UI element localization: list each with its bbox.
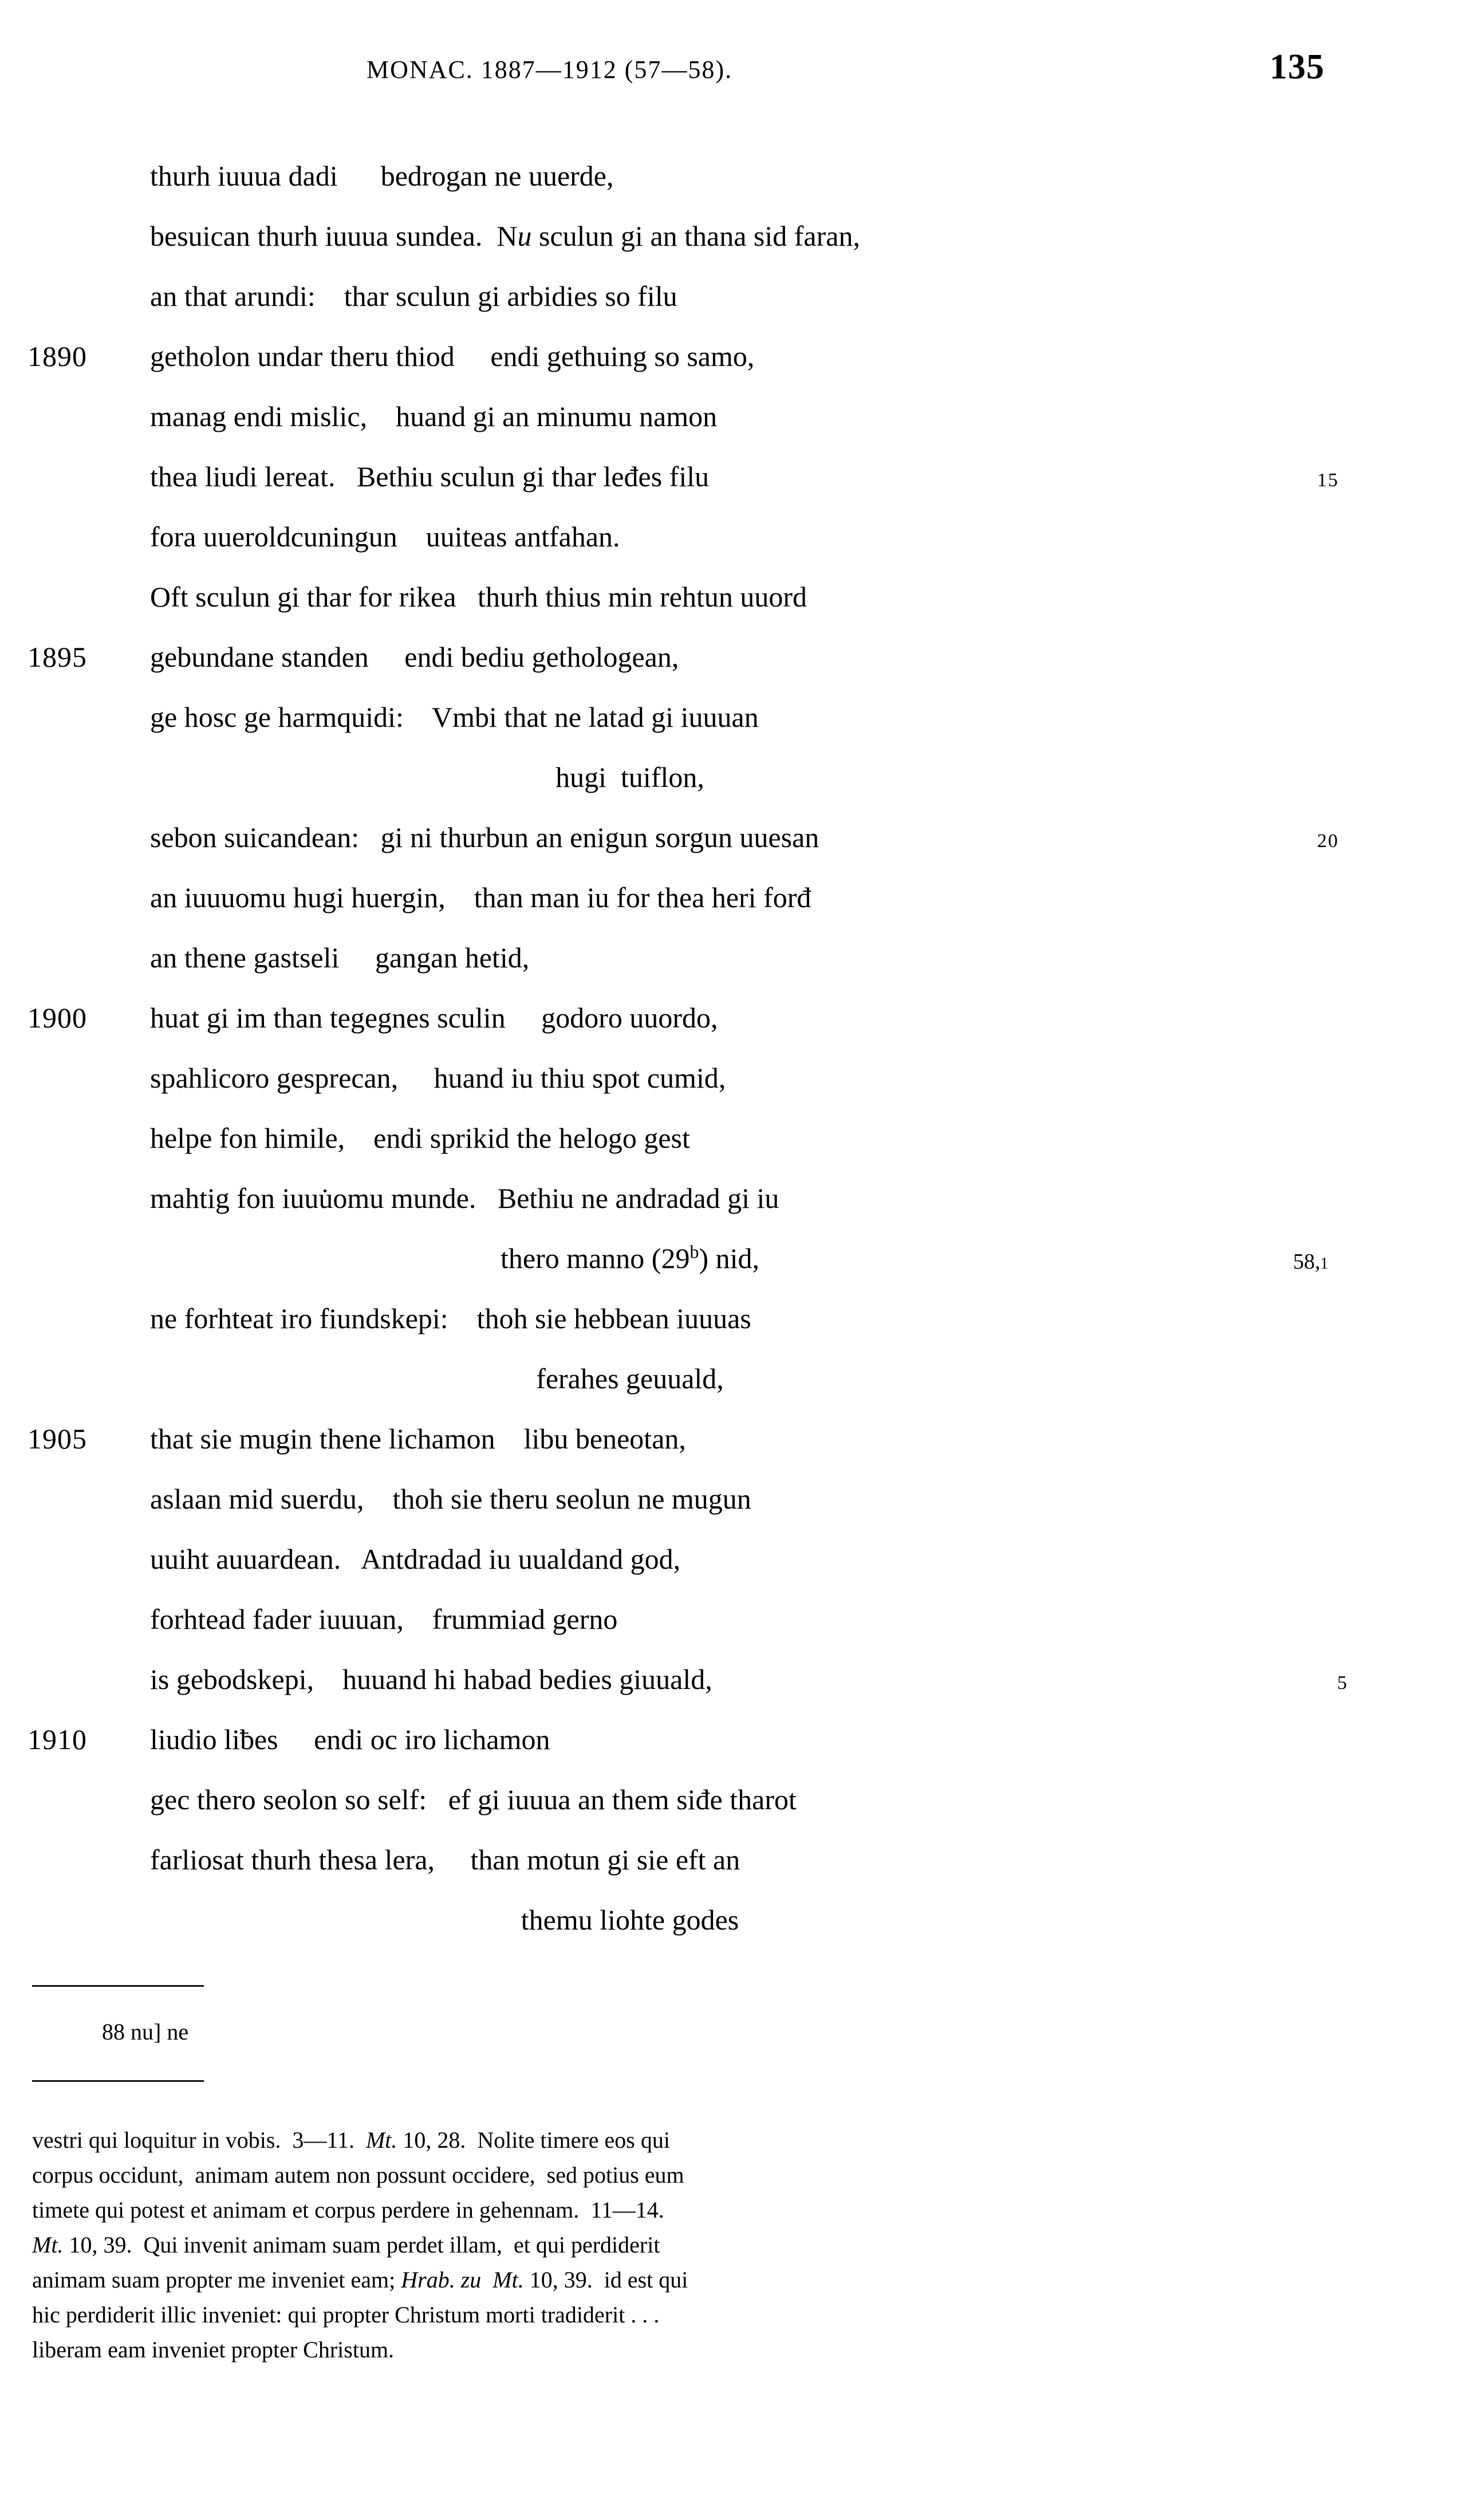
verse-line	[0, 1409, 1466, 1469]
verse-line-text: that sie mugin thene lichamon libu beneotan,	[150, 1423, 686, 1455]
verse-margin-marker: 15	[1317, 470, 1339, 491]
latin-note-line: corpus occidunt, animam autem non possunt occidere, sed potius eum	[32, 2162, 684, 2188]
verse-line-text: ne forhteat iro fiundskepi: thoh sie hebbean iuuuas	[150, 1302, 751, 1334]
verse-line-text: themu liohte godes	[521, 1904, 739, 1936]
verse-line	[0, 687, 1466, 747]
verse-line-text: getholon undar theru thiod endi gethuing so samo,	[150, 340, 755, 372]
verse-line-text: is gebodskepi, huuand hi habad bedies giuuald,	[150, 1663, 712, 1695]
verse-line-text: liudio liƀes endi oc iro lichamon	[150, 1723, 550, 1755]
latin-note-block	[32, 2123, 1280, 2367]
latin-note-line: timete qui potest et animam et corpus perdere in gehennam. 11—14.	[32, 2197, 664, 2223]
verse-line-text: thero manno (29$^b$) nid,	[500, 1241, 759, 1274]
verse-margin-marker: 5	[1337, 1672, 1348, 1694]
verse-line	[0, 1469, 1466, 1529]
verse-line	[0, 868, 1466, 928]
verse-line-number: 1890	[27, 340, 87, 372]
verse-line-text: an that arundi: thar sculun gi arbidies so filu	[150, 280, 677, 312]
verse-line	[0, 206, 1466, 266]
verse-line	[0, 447, 1466, 507]
verse-line	[0, 266, 1466, 326]
verse-line	[0, 988, 1466, 1048]
verse-line-text: thurh iuuua dadi bedrogan ne uuerde,	[150, 160, 614, 192]
verse-line-text: helpe fon himile, endi sprikid the helogo gest	[150, 1122, 690, 1154]
verse-line-text: hugi tuiflon,	[555, 761, 704, 793]
verse-line	[0, 326, 1466, 387]
verse-line-text: huat gi im than tegegnes sculin godoro uuordo,	[150, 1002, 718, 1034]
verse-line-text: gebundane standen endi bediu gethologean,	[150, 641, 679, 673]
verse-line-text: Oft sculun gi thar for rikea thurh thius min rehtun uuord	[150, 581, 807, 613]
verse-line-text: thea liudi lereat. Bethiu sculun gi thar leđes filu	[150, 460, 710, 493]
verse-line	[0, 627, 1466, 687]
latin-note-line: animam suam propter me inveniet eam; Hrab. zu Mt. 10, 39. id est qui	[32, 2267, 688, 2293]
verse-line-text: aslaan mid suerdu, thoh sie theru seolun ne mugun	[150, 1483, 751, 1515]
verse-line-text: farliosat thurh thesa lera, than motun gi sie eft an	[150, 1844, 740, 1876]
verse-line-number: 1910	[27, 1723, 87, 1755]
verse-line	[0, 1108, 1466, 1168]
verse-margin-marker: 20	[1317, 830, 1339, 852]
verse-line-text: an iuuuomu hugi huergin, than man iu for thea heri forđ	[150, 881, 811, 914]
verse-line-text: besuican thurh iuuua sundea. Nu sculun gi an thana sid faran,	[150, 220, 860, 252]
apparatus-rule-bottom	[32, 2080, 204, 2082]
verse-line-text: sebon suicandean: gi ni thurbun an enigun sorgun uuesan	[150, 821, 819, 853]
verse-line-number: 1905	[27, 1423, 87, 1455]
verse-line-text: uuiht auuardean. Antdradad iu uualdand god,	[150, 1543, 681, 1575]
verse-line	[0, 928, 1466, 988]
verse-line	[0, 567, 1466, 627]
verse-line-text: spahlicoro gesprecan, huand iu thiu spot cumid,	[150, 1062, 726, 1094]
verse-margin-marker: 58,1	[1293, 1250, 1329, 1274]
latin-note-line: liberam eam inveniet propter Christum.	[32, 2337, 395, 2362]
verse-line	[0, 387, 1466, 447]
verse-line-text: fora uueroldcuningun uuiteas antfahan.	[150, 521, 620, 553]
running-head	[0, 48, 1466, 95]
verse-line	[0, 1228, 1466, 1289]
page-number: 135	[1270, 48, 1325, 86]
verse-line	[0, 507, 1466, 567]
verse-line	[0, 1349, 1466, 1409]
verse-line-text: gec thero seolon so self: ef gi iuuua an them siđe tharot	[150, 1783, 797, 1816]
running-head-title: MONAC. 1887—1912 (57—58).	[366, 56, 733, 84]
verse-line-text: forhtead fader iuuuan, frummiad gerno	[150, 1603, 618, 1635]
verse-line-text: ge hosc ge harmquidi: Vmbi that ne latad gi iuuuan	[150, 701, 759, 733]
apparatus-rule-top	[32, 1985, 204, 1987]
verse-line	[0, 1589, 1466, 1649]
verse-line-number: 1900	[27, 1002, 87, 1034]
verse-line	[0, 1770, 1466, 1830]
verse-line	[0, 1649, 1466, 1710]
verse-line	[0, 1048, 1466, 1108]
verse-line	[0, 1529, 1466, 1589]
verse-line	[0, 1890, 1466, 1950]
latin-note-line: hic perdiderit illic inveniet: qui propter Christum morti tradiderit . . .	[32, 2302, 660, 2328]
verse-line	[0, 747, 1466, 808]
verse-line-number: 1895	[27, 641, 87, 673]
verse-line	[0, 1168, 1466, 1228]
latin-note-line: Mt. 10, 39. Qui invenit animam suam perdet illam, et qui perdiderit	[32, 2232, 660, 2258]
verse-line-text: mahtig fon iuuu̇omu munde. Bethiu ne andradad gi iu	[150, 1182, 779, 1214]
verse-line	[0, 1710, 1466, 1770]
verse-block	[0, 146, 1466, 1950]
verse-line-text: an thene gastseli gangan hetid,	[150, 942, 530, 974]
verse-line-text: ferahes geuuald,	[536, 1363, 724, 1395]
apparatus-entry: 88 nu] ne	[102, 2019, 189, 2045]
verse-line-text: manag endi mislic, huand gi an minumu namon	[150, 400, 718, 432]
latin-note-line: vestri qui loquitur in vobis. 3—11. Mt. 10, 28. Nolite timere eos qui	[32, 2127, 670, 2153]
verse-line	[0, 1289, 1466, 1349]
verse-line	[0, 808, 1466, 868]
verse-line	[0, 1830, 1466, 1890]
verse-line	[0, 146, 1466, 206]
